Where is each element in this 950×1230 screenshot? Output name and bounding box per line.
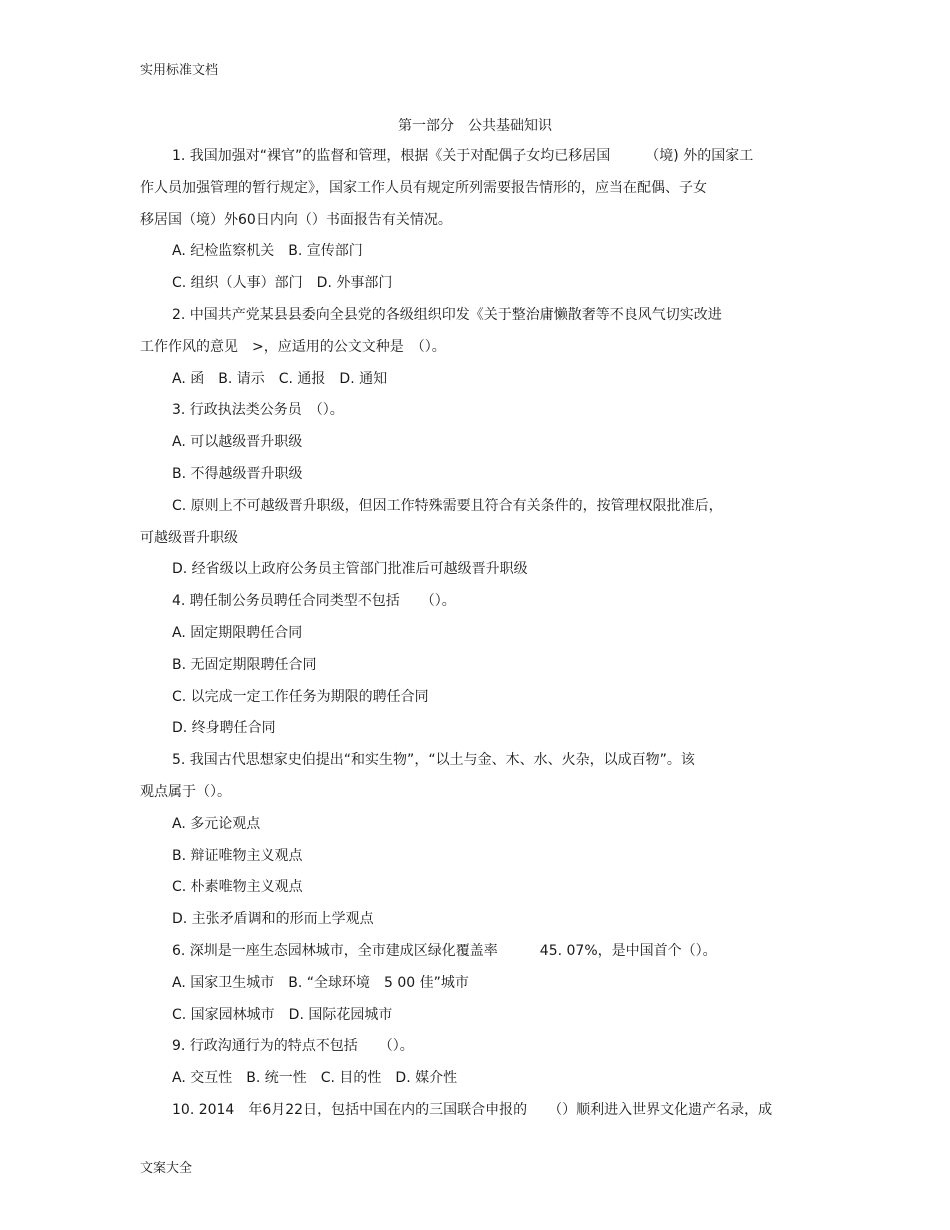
text-line: A. 函 B. 请示 C. 通报 D. 通知 xyxy=(172,370,388,387)
text-line: A. 纪检监察机关 B. 宣传部门 xyxy=(172,243,363,260)
text-line: 作人员加强管理的暂行规定》，国家工作人员有规定所列需要报告情形的，应当在配偶、子女 xyxy=(140,179,707,196)
text-line: A. 固定期限聘任合同 xyxy=(172,625,303,641)
text-line: B. 不得越级晋升职级 xyxy=(172,466,303,482)
text-line: 工作作风的意见 >，应适用的公文文种是 （）。 xyxy=(140,338,446,355)
page-header: 实用标准文档 xyxy=(140,63,219,78)
text-line: A. 交互性 B. 统一性 C. 目的性 D. 媒介性 xyxy=(172,1070,458,1087)
page-footer: 文案大全 xyxy=(140,1161,193,1176)
text-line: A. 国家卫生城市 B. “全球环境 5 00 佳”城市 xyxy=(172,974,469,991)
text-line: 6. 深圳是一座生态园林城市，全市建成区绿化覆盖率 45. 07%，是中国首个（）。 xyxy=(172,943,717,959)
text-line: 9. 行政沟通行为的特点不包括 （）。 xyxy=(172,1038,414,1055)
text-line: 1. 我国加强对“裸官”的监督和管理，根据《关于对配偶子女均已移居国 （境) 外的国家工 xyxy=(172,148,754,164)
text-line: C. 朴素唯物主义观点 xyxy=(172,879,303,896)
text-line: D. 主张矛盾调和的形而上学观点 xyxy=(172,911,374,928)
text-line: 4. 聘任制公务员聘任合同类型不包括 （）。 xyxy=(172,593,456,610)
text-line: C. 国家园林城市 D. 国际花园城市 xyxy=(172,1006,393,1023)
text-line: 2. 中国共产党某县县委向全县党的各级组织印发《关于整治庸懒散奢等不良风气切实改进 xyxy=(172,307,722,323)
text-line: C. 以完成一定工作任务为期限的聘任合同 xyxy=(172,688,429,705)
text-line: C. 组织（人事）部门 D. 外事部门 xyxy=(172,275,393,292)
text-line: B. 无固定期限聘任合同 xyxy=(172,656,317,673)
text-line: 观点属于（）。 xyxy=(140,784,231,800)
text-line: 5. 我国古代思想家史伯提出“和实生物”，“以土与金、木、水、火杂，以成百物”。该 xyxy=(172,752,695,769)
text-line: 3. 行政执法类公务员 （）。 xyxy=(172,402,344,419)
text-line: A. 多元论观点 xyxy=(172,815,261,832)
text-line: A. 可以越级晋升职级 xyxy=(172,434,303,451)
text-line: B. 辩证唯物主义观点 xyxy=(172,847,303,864)
text-line: 可越级晋升职级 xyxy=(140,529,238,546)
text-line: 10. 2014 年6月22日，包括中国在内的三国联合申报的 （）顺利进入世界文化遗产名录，成 xyxy=(172,1102,773,1118)
text-line: D. 终身聘任合同 xyxy=(172,720,276,737)
text-line: D. 经省级以上政府公务员主管部门批准后可越级晋升职级 xyxy=(172,561,528,578)
text-line: 移居国（境）外60日内向（）书面报告有关情况。 xyxy=(140,211,452,228)
section-title: 第一部分 公共基础知识 xyxy=(398,118,552,134)
text-line: C. 原则上不可越级晋升职级，但因工作特殊需要且符合有关条件的，按管理权限批准后， xyxy=(172,497,723,514)
